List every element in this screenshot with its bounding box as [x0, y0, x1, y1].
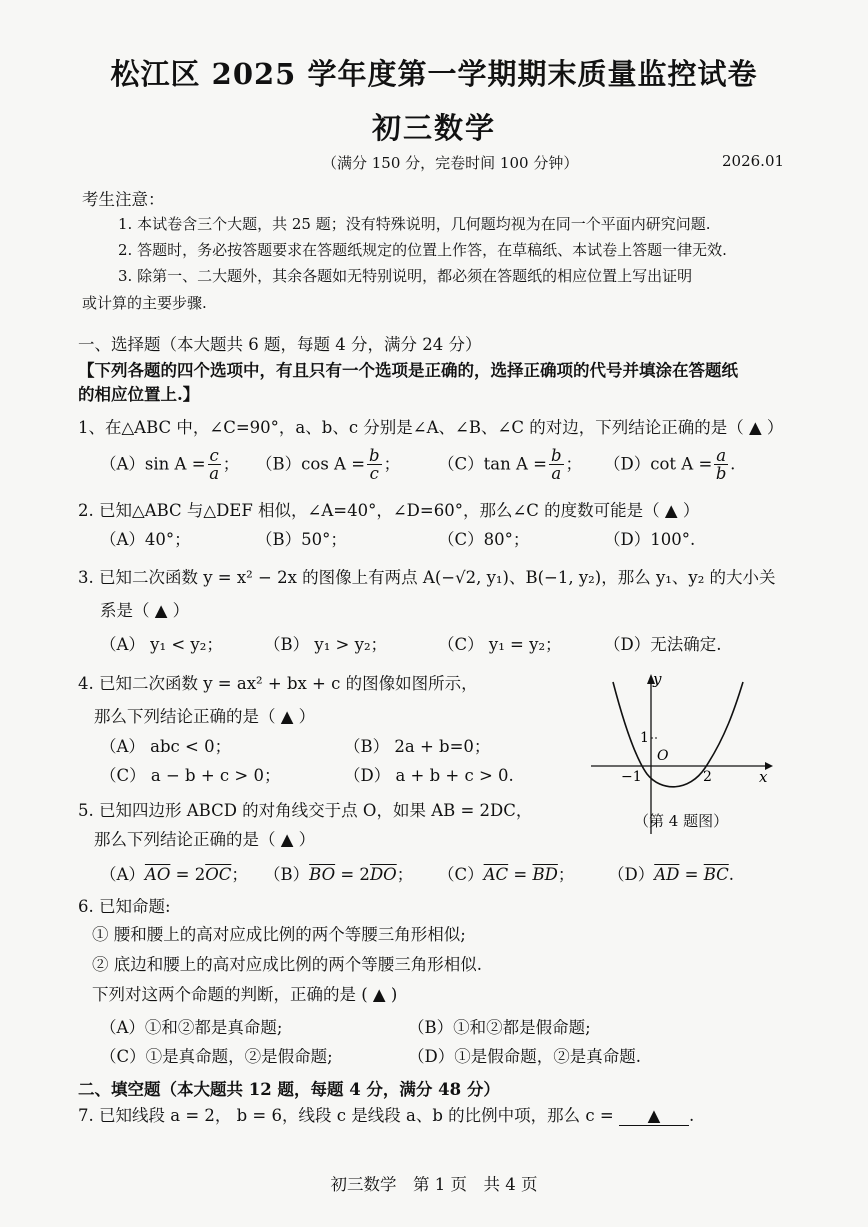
- q3-stem-line1: 3. 已知二次函数 y = x² − 2x 的图像上有两点 A(−√2, y₁)、B(−1, y₂)，那么 y₁、y₂ 的大小关: [78, 568, 776, 587]
- q5-stem-line2: 那么下列结论正确的是（ ▲ ）: [94, 830, 316, 849]
- q5-option-b: $(B)\overline{BO} = 2\overline{DO}$；: [264, 865, 414, 884]
- label-y: y: [653, 670, 662, 688]
- q4-option-d: （D） a + b + c > 0.: [344, 766, 514, 785]
- q5-option-d: $(D)\overline{AD} = \overline{BC}$.: [608, 865, 735, 884]
- q6-option-d: （D）①是假命题，②是真命题.: [408, 1047, 641, 1066]
- notice-item-2: 2. 答题时，务必按答题要求在答题纸规定的位置上作答，在草稿纸、本试卷上答题一律无效.: [118, 241, 727, 259]
- q6-proposition-1: ① 腰和腰上的高对应成比例的两个等腰三角形相似;: [92, 925, 466, 944]
- q4-option-a: （A） abc < 0；: [100, 737, 232, 756]
- q7-stem: 7. 已知线段 a = 2， b = 6，线段 c 是线段 a、b 的比例中项，那么 c = ▲ .: [78, 1106, 695, 1125]
- q5-stem-line1: 5. 已知四边形 ABCD 的对角线交于点 O，如果 AB = 2DC，: [78, 801, 533, 820]
- q1-option-a: （A）sin A = $\frac{c}{a}$ ；: [100, 446, 240, 484]
- q1-option-b: （B）cos A = $\frac{b}{c}$ ；: [256, 446, 401, 484]
- q4-figure-caption: （第 4 题图）: [634, 812, 729, 830]
- label-origin: O: [657, 748, 669, 764]
- label-tick-1: 1: [640, 730, 649, 746]
- q1-option-c: （C）tan A = $\frac{b}{a}$ ；: [438, 446, 583, 484]
- q1-stem: 1、在△ABC 中，∠C=90°，a、b、c 分别是∠A、∠B、∠C 的对边，下列结论正确的是（ ▲ ）: [78, 418, 784, 437]
- q4-stem-line1: 4. 已知二次函数 y = ax² + bx + c 的图像如图所示，: [78, 674, 478, 693]
- q3-option-b: （B） y₁ > y₂；: [264, 635, 388, 654]
- q5-option-a: $(A)\overline{AO} = 2\overline{OC}$；: [100, 865, 248, 884]
- q2-option-d: （D）100°.: [604, 530, 696, 549]
- notice-item-3: 3. 除第一、二大题外，其余各题如无特别说明，都必须在答题纸的相应位置上写出证明: [118, 267, 693, 285]
- notice-item-3-cont: 或计算的主要步骤.: [82, 294, 207, 312]
- q7-answer-blank: ▲: [619, 1106, 689, 1126]
- q6-question: 下列对这两个命题的判断，正确的是 ( ▲ ): [92, 985, 398, 1004]
- q3-option-d: （D）无法确定.: [604, 635, 722, 654]
- section2-heading: 二、填空题（本大题共 12 题，每题 4 分，满分 48 分）: [78, 1080, 500, 1099]
- q2-option-b: （B）50°；: [256, 530, 347, 549]
- label-tick-neg1: −1: [621, 769, 642, 785]
- section1-instruction-2: 的相应位置上.】: [78, 385, 200, 404]
- q2-stem: 2. 已知△ABC 与△DEF 相似，∠A=40°，∠D=60°，那么∠C 的度数可能是（ ▲ ）: [78, 501, 700, 520]
- q6-proposition-2: ② 底边和腰上的高对应成比例的两个等腰三角形相似.: [92, 955, 482, 974]
- label-tick-2: 2: [703, 769, 712, 785]
- q3-stem-line2: 系是（ ▲ ）: [100, 601, 190, 620]
- notice-heading: 考生注意：: [82, 190, 165, 209]
- q6-stem: 6. 已知命题:: [78, 897, 171, 916]
- q4-option-b: （B） 2a + b=0；: [344, 737, 491, 756]
- subject-title: 初三数学: [371, 111, 496, 145]
- section1-instruction-1: 【下列各题的四个选项中，有且只有一个选项是正确的，选择正确项的代号并填涂在答题纸: [78, 361, 738, 380]
- exam-title: 松江区 2025 学年度第一学期期末质量监控试卷: [110, 57, 758, 91]
- q5-option-c: $(C)\overline{AC} = \overline{BD}$；: [438, 865, 575, 884]
- q1-option-d: （D）cot A = $\frac{a}{b}$ .: [604, 446, 736, 484]
- notice-item-1: 1. 本试卷含三个大题，共 25 题；没有特殊说明，几何题均视为在同一个平面内研究问题.: [118, 215, 711, 233]
- q4-option-c: （C） a − b + c > 0；: [100, 766, 281, 785]
- q4-stem-line2: 那么下列结论正确的是（ ▲ ）: [94, 707, 316, 726]
- q6-option-a: （A）①和②都是真命题;: [100, 1018, 283, 1037]
- page-footer: 初三数学 第 1 页 共 4 页: [330, 1175, 538, 1194]
- label-x: x: [759, 768, 768, 786]
- q6-option-b: （B）①和②都是假命题;: [408, 1018, 591, 1037]
- q6-option-c: （C）①是真命题，②是假命题;: [100, 1047, 333, 1066]
- q2-option-c: （C）80°；: [438, 530, 530, 549]
- exam-info: （满分 150 分，完卷时间 100 分钟）: [322, 154, 579, 172]
- q2-option-a: （A）40°；: [100, 530, 191, 549]
- exam-date: 2026.01: [722, 152, 785, 170]
- q3-option-a: （A） y₁ < y₂；: [100, 635, 223, 654]
- section1-heading: 一、选择题（本大题共 6 题，每题 4 分，满分 24 分）: [78, 335, 482, 354]
- q3-option-c: （C） y₁ = y₂；: [438, 635, 562, 654]
